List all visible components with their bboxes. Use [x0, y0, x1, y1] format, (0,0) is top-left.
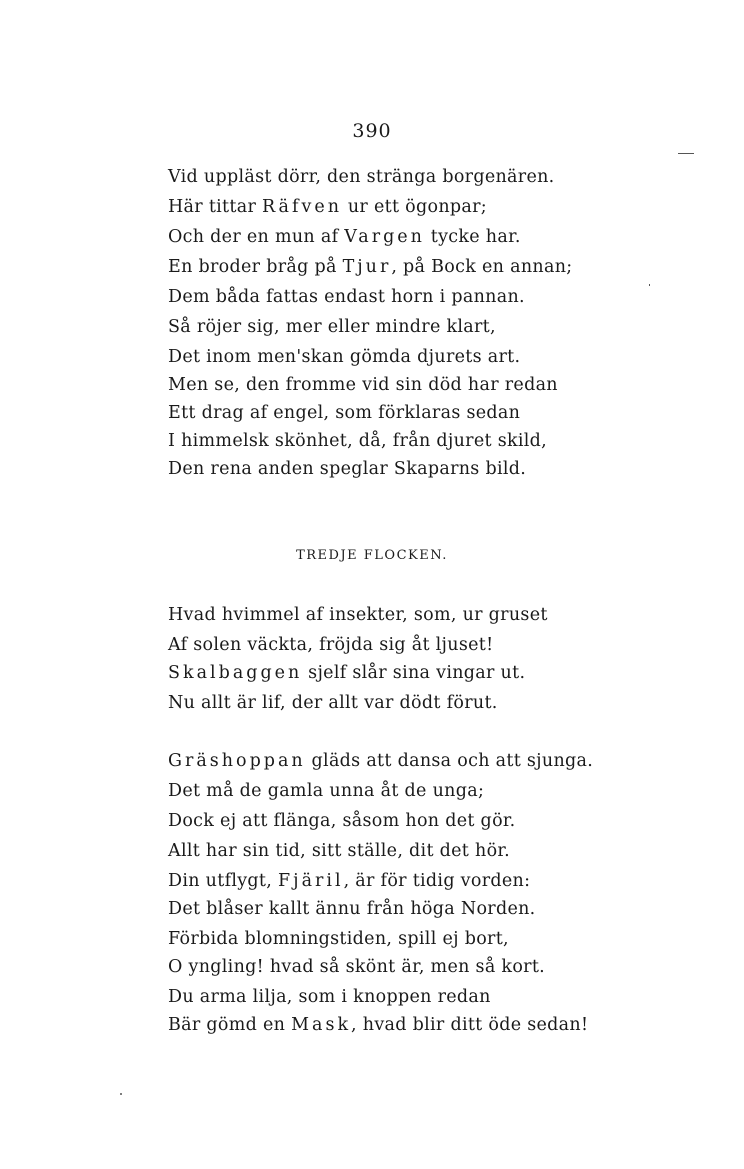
poem-line: Vid uppläst dörr, den stränga borgenären. [168, 167, 555, 187]
poem-line: Skalbaggen sjelf slår sina vingar ut. [168, 663, 526, 683]
poem-line: Förbida blomningstiden, spill ej bort, [168, 929, 509, 949]
poem-line: Det blåser kallt ännu från höga Norden. [168, 899, 536, 919]
poem-line: Din utflygt, Fjäril, är för tidig vorden: [168, 871, 531, 891]
poem-line: Af solen väckta, fröjda sig åt ljuset! [168, 635, 494, 655]
poem-line: Gräshoppan gläds att dansa och att sjunga. [168, 751, 594, 771]
poem-line: Men se, den fromme vid sin död har redan [168, 375, 558, 395]
poem-line: Dem båda fattas endast horn i pannan. [168, 287, 525, 307]
poem-line: Du arma lilja, som i knoppen redan [168, 987, 491, 1007]
poem-line: I himmelsk skönhet, då, från djuret skild, [168, 431, 548, 451]
poem-line: Bär gömd en Mask, hvad blir ditt öde sedan! [168, 1015, 589, 1035]
poem-line: Här tittar Räfven ur ett ögonpar; [168, 197, 487, 217]
scan-mark [678, 153, 694, 154]
page-number: 390 [352, 120, 392, 142]
poem-line: Dock ej att flänga, såsom hon det gör. [168, 811, 516, 831]
section-heading: TREDJE FLOCKEN. [296, 548, 448, 563]
poem-line: Allt har sin tid, sitt ställe, dit det hör. [168, 841, 511, 861]
poem-line: O yngling! hvad så skönt är, men så kort. [168, 957, 546, 977]
scan-speck [120, 1093, 122, 1095]
poem-line: Den rena anden speglar Skaparns bild. [168, 459, 527, 479]
poem-line: En broder bråg på Tjur, på Bock en annan; [168, 257, 573, 277]
poem-line: Och der en mun af Vargen tycke har. [168, 227, 521, 247]
poem-line: Ett drag af engel, som förklaras sedan [168, 403, 521, 423]
poem-line: Hvad hvimmel af insekter, som, ur gruset [168, 605, 548, 625]
scan-speck [649, 284, 650, 286]
poem-line: Det inom men'skan gömda djurets art. [168, 347, 521, 367]
poem-line: Så röjer sig, mer eller mindre klart, [168, 317, 496, 337]
poem-line: Nu allt är lif, der allt var dödt förut. [168, 693, 498, 713]
poem-line: Det må de gamla unna åt de unga; [168, 781, 485, 801]
